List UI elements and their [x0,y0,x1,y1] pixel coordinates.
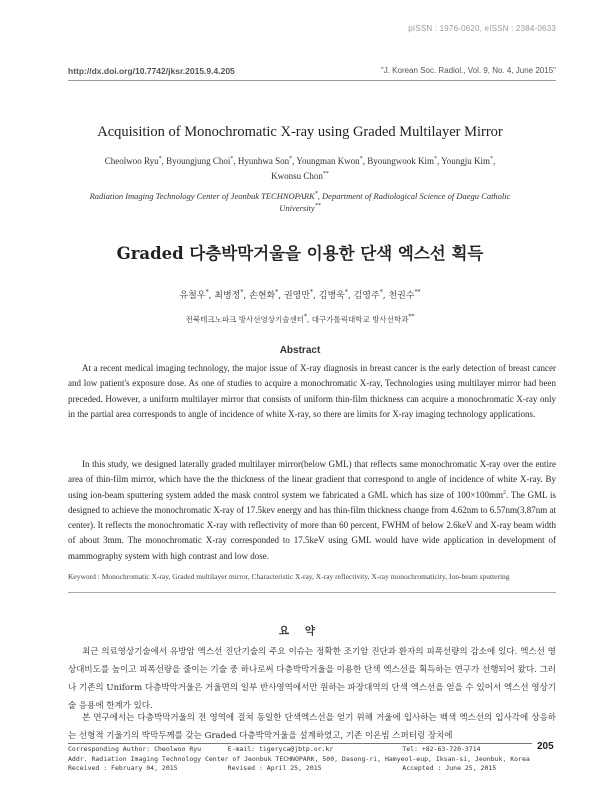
address: Addr. Radiation Imaging Technology Center of Jeonbuk TECHNOPARK, 500, Dasong-ri, Hamyeol-eup, Iksan-si, Jeonbuk, Korea [68,754,530,763]
author: Kwonsu Chon [271,171,323,181]
keywords: Keyword : Monochromatic X-ray, Graded multilayer mirror, Characteristic X-ray, X-ray reflectivity, X-ray monochromaticity, Ion-beam sputtering [68,572,510,581]
telephone: Tel: +82-63-720-3714 [402,745,481,753]
keywords-rule [68,592,556,593]
author: Youngju Kim [441,156,490,166]
correspondence-footer [68,743,532,774]
affiliation-english: Radiation Imaging Technology Center of Jeonbuk TECHNOPARK*, Department of Radiological Science of Daegu Catholic University** [89,191,511,213]
abstract-paragraph-2: In this study, we designed laterally graded multilayer mirror(below GML) that reflects same monochromatic X-ray over the entire area of thin-film mirror, which have the the thickness of the linear gradient that correspond to angle of incidence of white X-ray. By using ion-beam sputtering system added the mask control system we fabricated a GML which has size of $100\times 100mm^2$. The GML is designed to achieve the monochromatic X-ray of 17.5kev energy and has thin-film thickness change from 4.62nm to 6.57nm(3.87nm at center). It reflects the monochromatic X-ray with reflectivity of more than 60 percent, FWHM of below 2.6keV and X-ray beam width of about 3mm. The monochromatic X-ray corresponded to 17.5keV using GML would have wide application in development of mammography system with high contrast and low dose. [68,459,556,561]
authors-korean: 유철우*, 최병정*, 손현화*, 권영만*, 김병욱*, 김영주*, 천권수** [179,289,421,301]
corresponding-author: Corresponding Author: Cheolwoo Ryu [68,745,202,753]
author: Youngman Kwon [296,156,360,166]
abstract-paragraph-1: At a recent medical imaging technology, the major issue of X-ray diagnosis in breast cancer is the early detection of breast cancer and low patient's exposure dose. As one of studies to acquire a monochromatic X-ray, Technologies using multilayer mirror had been preceded. However, a uniform multilayer mirror that consists of uniform thin-film thickness can acquire a monochromatic X-ray only in the partial area corresponds to angle of incidence of white X-ray, so there are limits for X-ray imaging technology applications. [68,363,556,419]
summary-paragraph-2: 본 연구에서는 다층박막거울의 전 영역에 걸쳐 동일한 단색엑스선을 얻기 위해 거울에 입사하는 백색 엑스선의 입사각에 상응하는 선형적 기울기의 박막두께를 갖는 Graded 다층박막거울을 설계하였고, 기존 이온빔 스퍼터링 장치에 [68,713,556,741]
summary-paragraph-1: 최근 의료영상기술에서 유방암 엑스선 진단기술의 주요 이슈는 정확한 조기암 진단과 환자의 피폭선량의 감소에 있다. 엑스선 영상대비도를 높이고 피폭선량을 줄이는 기술 중 하나로써 다층박막거울을 이용한 단색 엑스선을 획득하는 연구가 선행되어 왔다. 그러나 기존의 Uniform 다층박막거울은 거울면의 일부 반사영역에서만 원하는 파장대역의 단색 엑스선을 얻을 수 있어서 엑스선 영상기술 응용에 한계가 있다. [68,647,556,711]
journal-citation: "J. Korean Soc. Radiol., Vol. 9, No. 4, June 2015" [380,66,556,75]
author: Cheolwoo Ryu [104,156,159,166]
issn-line: pISSN : 1976-0620, eISSN : 2384-0633 [408,24,556,33]
received-date: Received : February 04, 2015 [68,764,178,772]
accepted-date: Accepted : June 25, 2015 [402,764,497,772]
author: Byoungwook Kim [367,156,434,166]
title-english: Acquisition of Monochromatic X-ray using Graded Multilayer Mirror [97,124,503,140]
summary-heading: 요 약 [279,625,321,637]
authors-english: Cheolwoo Ryu*, Byoungjung Choi*, Hyunhwa Son*, Youngman Kwon*, Byoungwook Kim*, Youngju Kim*, Kwonsu Chon** [104,156,496,181]
doi-link[interactable]: http://dx.doi.org/10.7742/jksr.2015.9.4.205 [68,66,235,76]
affiliation-korean: 전북테크노파크 방사선영상기술센터*, 대구가톨릭대학교 방사선학과** [185,313,415,324]
header-rule [68,80,556,81]
revised-date: Revised : April 25, 2015 [227,764,322,772]
abstract-heading: Abstract [279,345,321,356]
author: Hyunhwa Son [237,156,290,166]
title-korean: Graded 다층박막거울을 이용한 단색 엑스선 획득 [116,244,484,263]
page-number: 205 [537,741,554,752]
email: E-mail: tigeryca@jbtp.or.kr [227,745,334,753]
author: Byoungjung Choi [166,156,231,166]
